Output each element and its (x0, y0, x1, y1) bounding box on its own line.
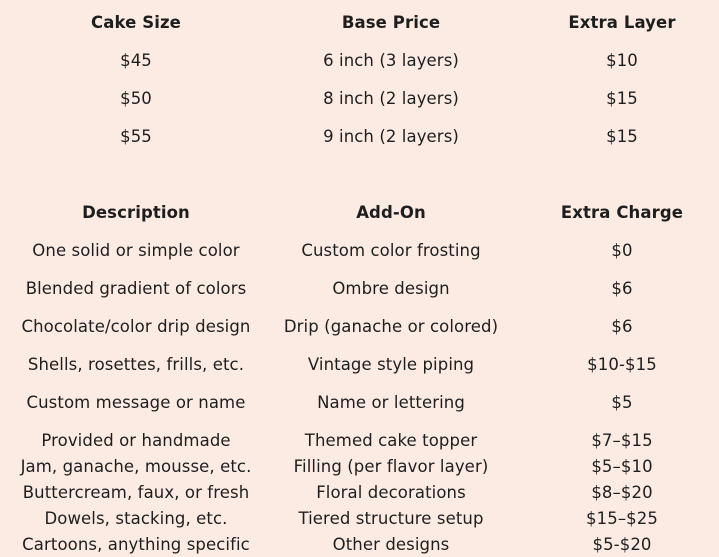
table-row (0, 315, 719, 339)
cake-size-cell: $45 (120, 51, 152, 70)
table-row (0, 125, 719, 149)
header-cake-size: Cake Size (91, 13, 181, 32)
add-on-cell: Custom color frosting (301, 241, 481, 260)
table-row (0, 87, 719, 111)
description-cell: Buttercream, faux, or fresh (22, 483, 250, 502)
extra-charge-cell: $5 (611, 393, 633, 412)
add-on-cell: Ombre design (332, 279, 450, 298)
extra-layer-cell: $15 (606, 89, 638, 108)
base-price-cell: 8 inch (2 layers) (323, 89, 459, 108)
extra-charge-cell: $8–$20 (591, 483, 653, 502)
add-on-cell: Other designs (332, 535, 450, 554)
add-on-cell: Vintage style piping (307, 355, 475, 374)
extra-charge-cell: $6 (611, 317, 633, 336)
add-on-cell: Drip (ganache or colored) (283, 317, 499, 336)
extra-charge-cell: $5-$20 (592, 535, 652, 554)
header-extra-charge: Extra Charge (560, 203, 684, 222)
cake-size-cell: $55 (120, 127, 152, 146)
extra-charge-cell: $6 (611, 279, 633, 298)
cake-size-header-row (0, 11, 719, 35)
table-row (0, 277, 719, 301)
table-row (0, 429, 719, 453)
table-row (0, 481, 719, 505)
header-extra-layer: Extra Layer (568, 13, 676, 32)
cake-size-cell: $50 (120, 89, 152, 108)
description-cell: Blended gradient of colors (25, 279, 247, 298)
table-row (0, 49, 719, 73)
table-row (0, 353, 719, 377)
description-cell: Provided or handmade (41, 431, 231, 450)
description-cell: Custom message or name (26, 393, 246, 412)
table-row (0, 507, 719, 531)
add-on-header-row (0, 201, 719, 225)
extra-layer-cell: $10 (606, 51, 638, 70)
table-row (0, 533, 719, 557)
add-on-cell: Floral decorations (316, 483, 466, 502)
description-cell: Jam, ganache, mousse, etc. (20, 457, 252, 476)
header-description: Description (82, 203, 190, 222)
description-cell: Dowels, stacking, etc. (44, 509, 228, 528)
description-cell: Shells, rosettes, frills, etc. (27, 355, 245, 374)
table-row (0, 391, 719, 415)
table-row (0, 455, 719, 479)
extra-charge-cell: $10-$15 (587, 355, 657, 374)
extra-layer-cell: $15 (606, 127, 638, 146)
add-on-cell: Tiered structure setup (298, 509, 484, 528)
base-price-cell: 6 inch (3 layers) (323, 51, 459, 70)
extra-charge-cell: $0 (611, 241, 633, 260)
extra-charge-cell: $5–$10 (591, 457, 653, 476)
base-price-cell: 9 inch (2 layers) (323, 127, 459, 146)
add-on-cell: Filling (per flavor layer) (293, 457, 489, 476)
header-base-price: Base Price (341, 13, 441, 32)
header-add-on: Add-On (356, 203, 426, 222)
extra-charge-cell: $15–$25 (586, 509, 658, 528)
description-cell: One solid or simple color (32, 241, 240, 260)
add-on-cell: Name or lettering (317, 393, 465, 412)
add-on-cell: Themed cake topper (304, 431, 478, 450)
extra-charge-cell: $7–$15 (591, 431, 653, 450)
description-cell: Cartoons, anything specific (22, 535, 250, 554)
description-cell: Chocolate/color drip design (21, 317, 251, 336)
table-row (0, 239, 719, 263)
